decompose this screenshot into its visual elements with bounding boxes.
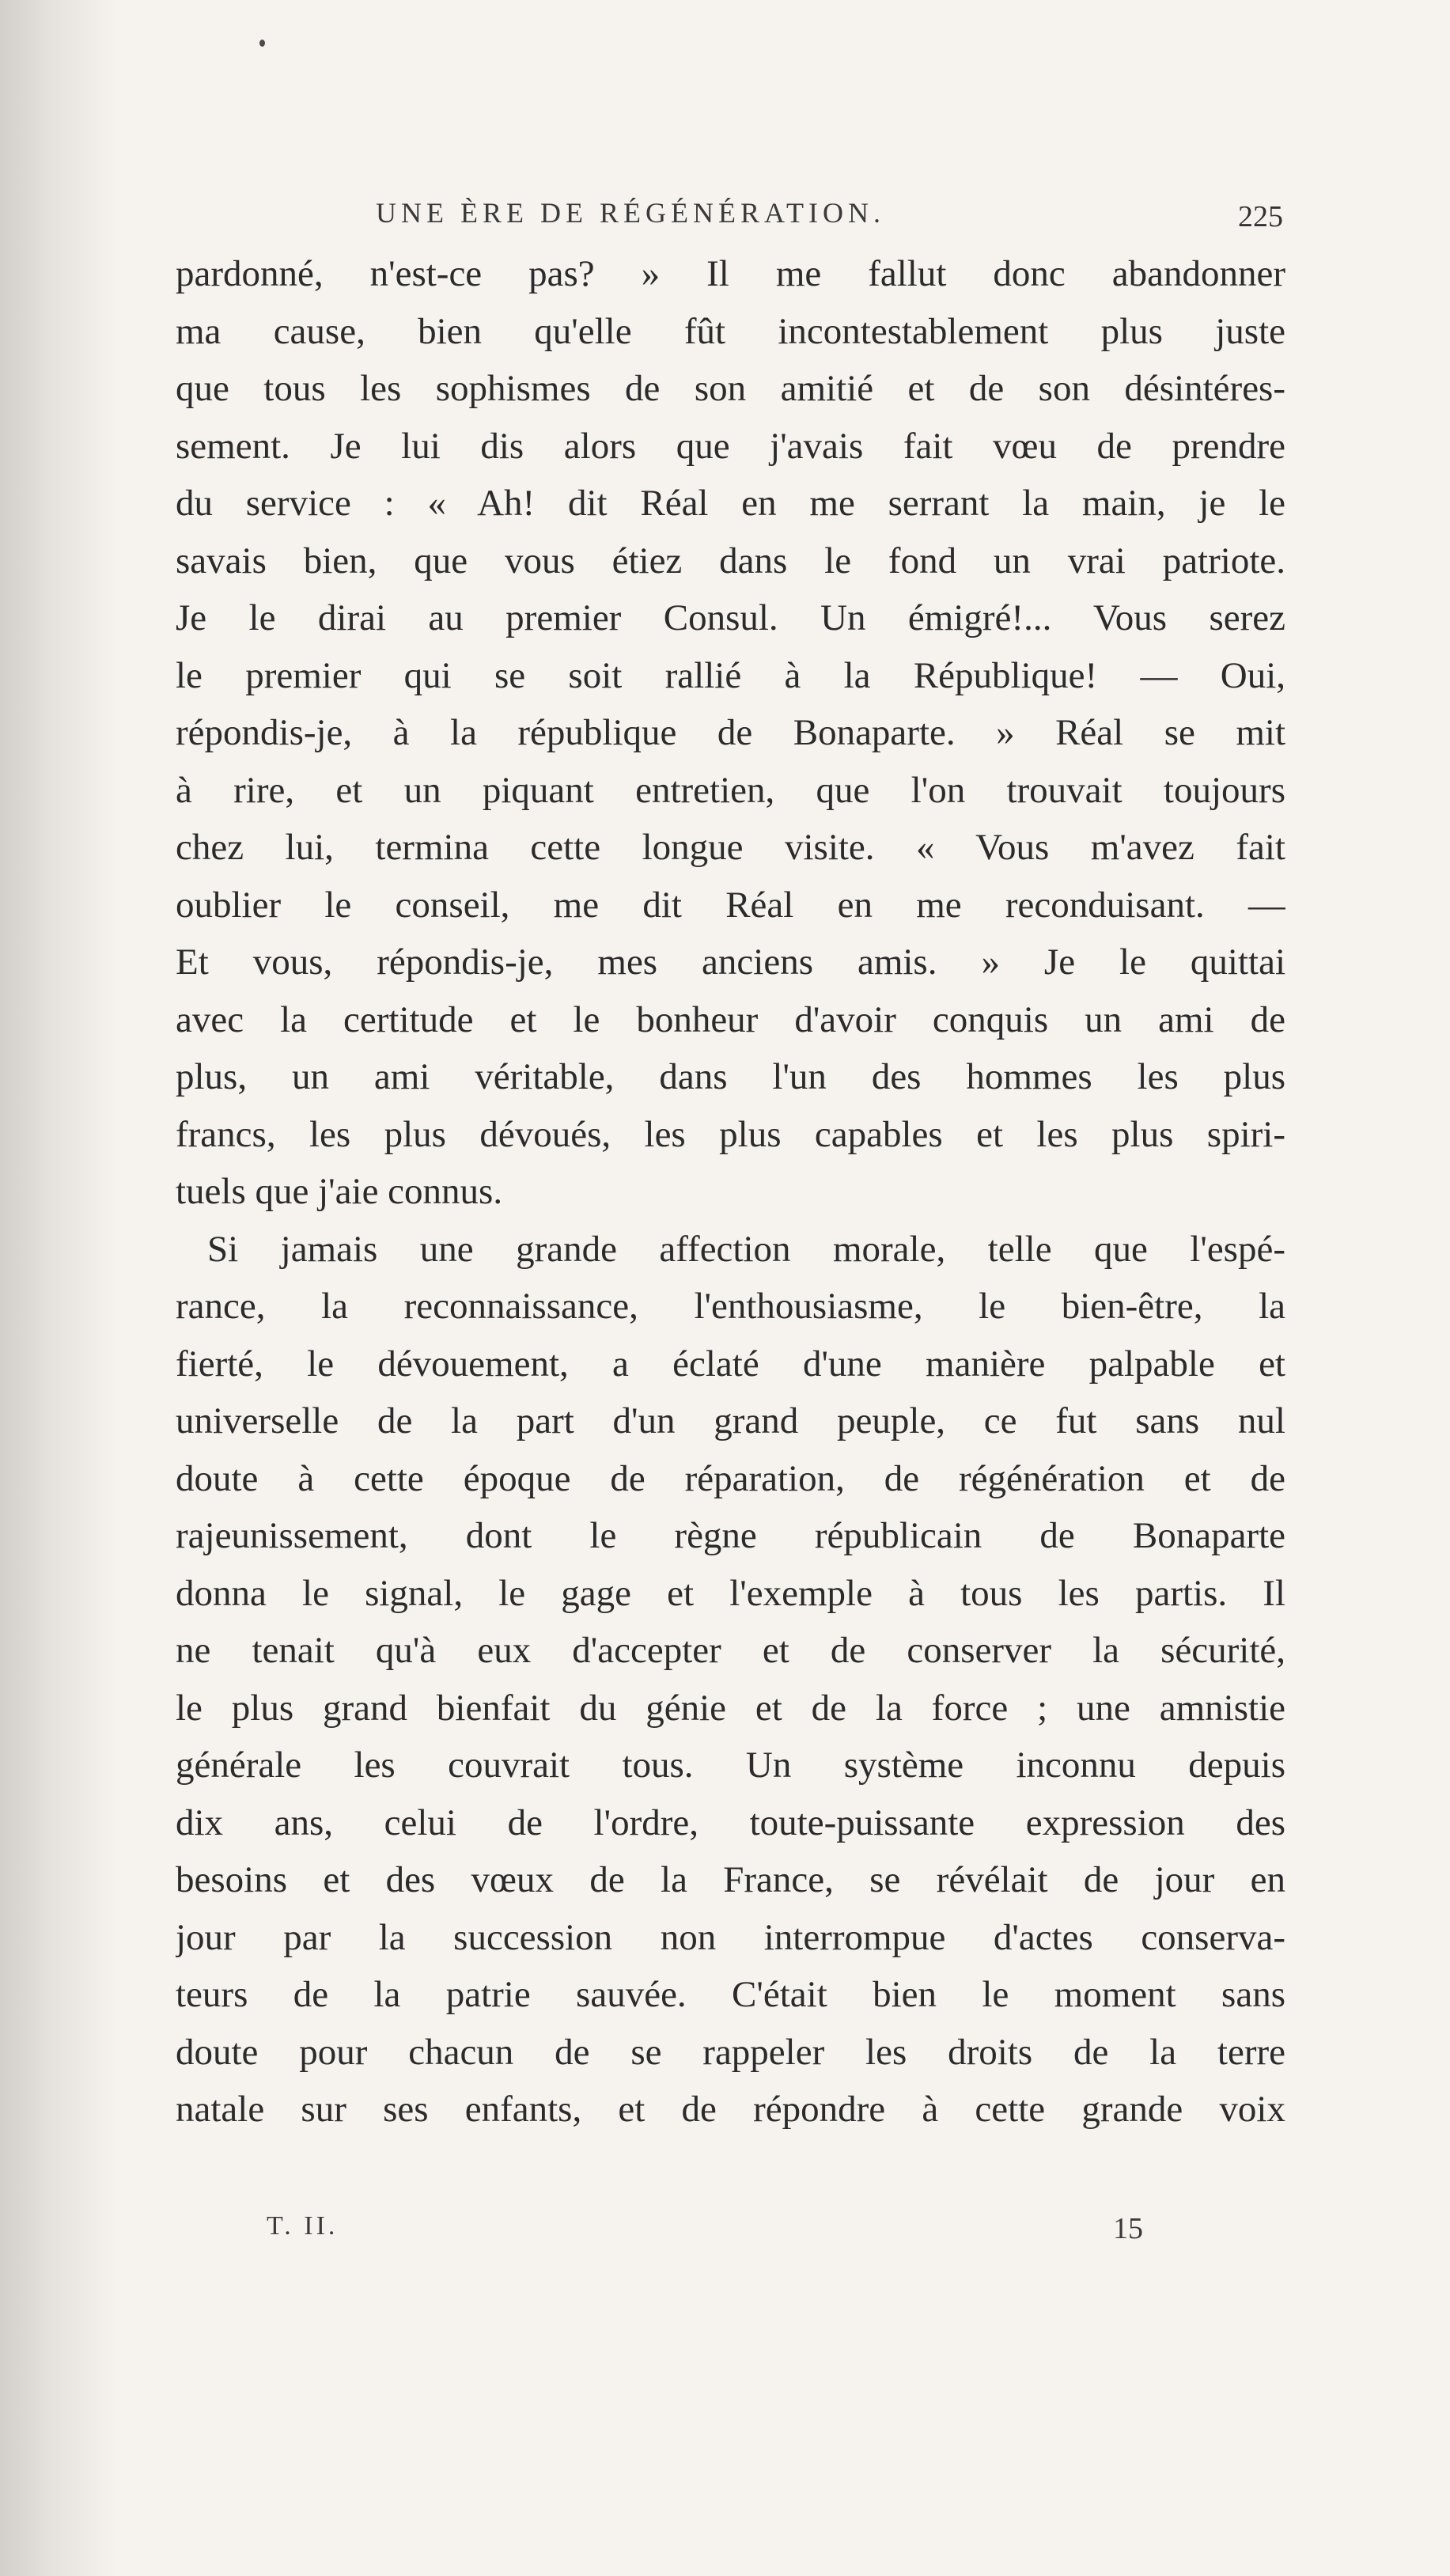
- text-line: sement. Je lui dis alors que j'avais fait vœu de prendre: [176, 425, 1285, 467]
- text-line: fierté, le dévouement, a éclaté d'une manière palpable et: [176, 1343, 1285, 1385]
- text-line: répondis-je, à la république de Bonaparte. » Réal se mit: [176, 712, 1285, 753]
- text-line: ne tenait qu'à eux d'accepter et de conserver la sécurité,: [176, 1630, 1285, 1671]
- text-line: besoins et des vœux de la France, se révélait de jour en: [176, 1859, 1285, 1900]
- text-line: Si jamais une grande affection morale, telle que l'espé-: [207, 1228, 1285, 1270]
- volume-signature: T. II.: [267, 2211, 339, 2241]
- text-line: doute à cette époque de réparation, de régénération et de: [176, 1457, 1285, 1499]
- text-line: ma cause, bien qu'elle fût incontestablement plus juste: [176, 310, 1285, 352]
- text-line: savais bien, que vous étiez dans le fond un vrai patriote.: [176, 540, 1285, 581]
- text-line: du service : « Ah! dit Réal en me serrant la main, je le: [176, 483, 1285, 524]
- text-line: que tous les sophismes de son amitié et de son désintéres-: [176, 368, 1285, 409]
- running-title: UNE ÈRE DE RÉGÉNÉRATION.: [376, 197, 885, 229]
- text-line: oublier le conseil, me dit Réal en me reconduisant. —: [176, 884, 1285, 926]
- text-line: chez lui, termina cette longue visite. « Vous m'avez fait: [176, 827, 1285, 868]
- text-line: donna le signal, le gage et l'exemple à tous les partis. Il: [176, 1572, 1285, 1614]
- text-line: natale sur ses enfants, et de répondre à cette grande voix: [176, 2089, 1285, 2130]
- text-line: rajeunissement, dont le règne républicain de Bonaparte: [176, 1515, 1285, 1556]
- text-line: universelle de la part d'un grand peuple, ce fut sans nul: [176, 1400, 1285, 1441]
- text-line: Je le dirai au premier Consul. Un émigré!... Vous serez: [176, 597, 1285, 638]
- text-line: avec la certitude et le bonheur d'avoir conquis un ami de: [176, 998, 1285, 1040]
- page-gutter-shadow: [0, 0, 119, 2576]
- text-line: francs, les plus dévoués, les plus capables et les plus spiri-: [176, 1113, 1285, 1155]
- text-line: jour par la succession non interrompue d'actes conserva-: [176, 1916, 1285, 1958]
- text-line: le premier qui se soit rallié à la République! — Oui,: [176, 654, 1285, 696]
- ink-speck: [259, 40, 265, 47]
- text-line: plus, un ami véritable, dans l'un des hommes les plus: [176, 1056, 1285, 1097]
- text-line: dix ans, celui de l'ordre, toute-puissante expression des: [176, 1801, 1285, 1843]
- running-head: [176, 196, 1283, 236]
- text-line: tuels que j'aie connus.: [176, 1171, 503, 1212]
- text-line: Et vous, répondis-je, mes anciens amis. » Je le quittai: [176, 941, 1285, 983]
- text-line: doute pour chacun de se rappeler les droits de la terre: [176, 2031, 1285, 2073]
- text-line: pardonné, n'est-ce pas? » Il me fallut donc abandonner: [176, 253, 1285, 294]
- sheet-number: 15: [1113, 2212, 1143, 2245]
- text-line: le plus grand bienfait du génie et de la force ; une amnistie: [176, 1687, 1285, 1729]
- text-line: générale les couvrait tous. Un système inconnu depuis: [176, 1744, 1285, 1786]
- page-number: 225: [1238, 200, 1283, 233]
- text-line: rance, la reconnaissance, l'enthousiasme, le bien-être, la: [176, 1286, 1285, 1327]
- body-text: [176, 245, 1285, 2138]
- text-line: teurs de la patrie sauvée. C'était bien le moment sans: [176, 1974, 1285, 2015]
- text-line: à rire, et un piquant entretien, que l'on trouvait toujours: [176, 769, 1285, 811]
- page-footer: [176, 2211, 1285, 2251]
